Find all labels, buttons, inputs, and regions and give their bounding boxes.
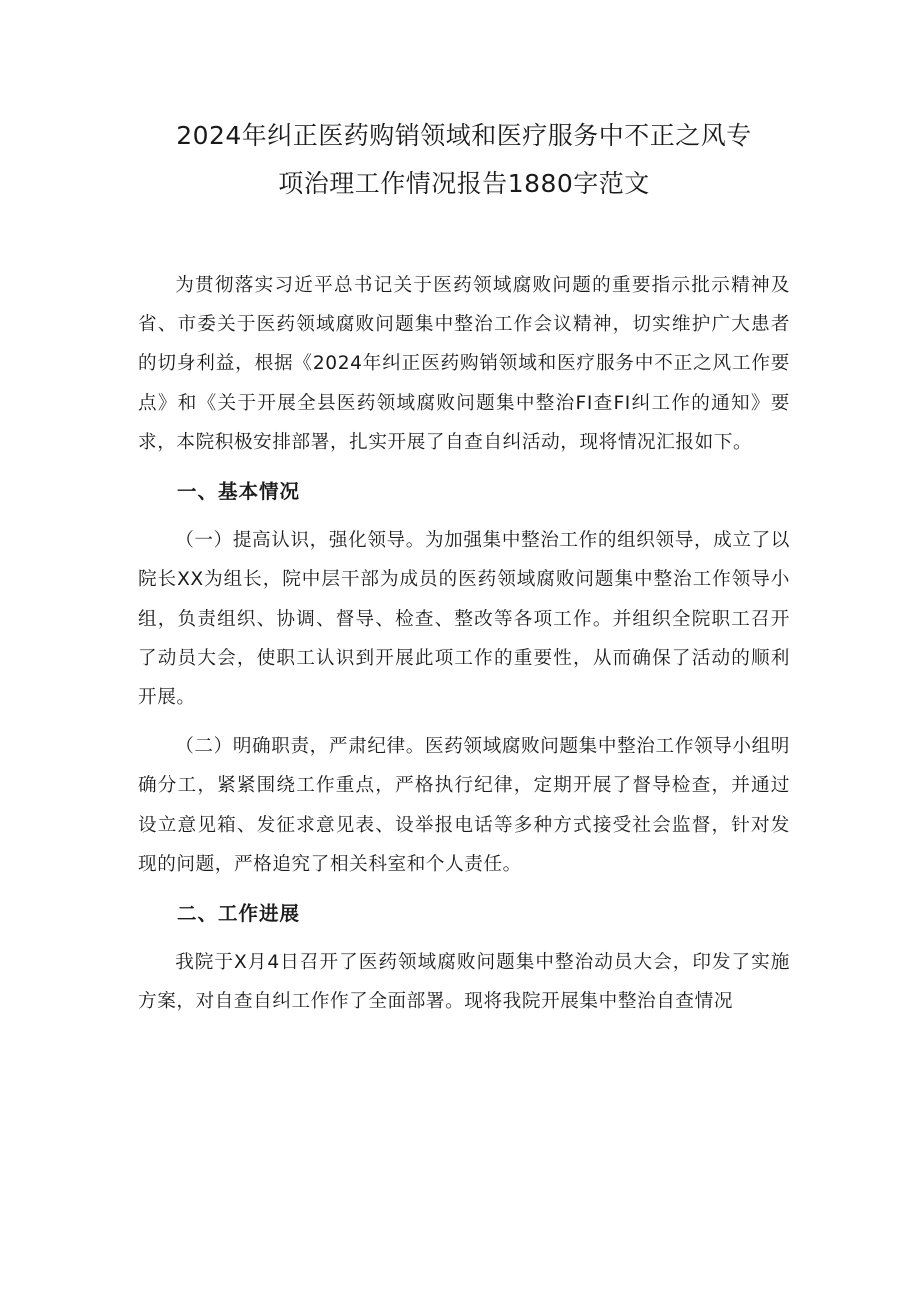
section-heading-work-progress: 二、工作进展: [177, 902, 301, 926]
section1-paragraph-2: （二）明确职责，严肃纪律。医药领域腐败问题集中整治工作领导小组明确分工，紧紧围绕工作重点，严格执行纪律，定期开展了督导检查，并通过设立意见箱、发征求意见表、设举报电话等多种方式接受社会监督，针对发现的问题，严格追究了相关科室和个人责任。: [138, 736, 790, 875]
document-title: [138, 112, 790, 266]
document-title-line-1: 2024年纠正医药购销领域和医疗服务中不正之风专: [176, 121, 752, 150]
intro-paragraph: 为贯彻落实习近平总书记关于医药领域腐败问题的重要指示批示精神及省、市委关于医药领域腐败问题集中整治工作会议精神，切实维护广大患者的切身利益，根据《2024年纠正医药购销领域和医疗服务中不正之风工作要点》和《关于开展全县医药领域腐败问题集中整治FI查FI纠工作的通知》要求，本院积极安排部署，扎实开展了自查自纠活动，现将情况汇报如下。: [138, 275, 790, 453]
section1-paragraph-1: （一）提高认识，强化领导。为加强集中整治工作的组织领导，成立了以院长XX为组长，院中层干部为成员的医药领域腐败问题集中整治工作领导小组，负责组织、协调、督导、检查、整改等各项工作。并组织全院职工召开了动员大会，使职工认识到开展此项工作的重要性，从而确保了活动的顺利开展。: [138, 530, 790, 709]
section-heading-basic-situation: 一、基本情况: [177, 480, 301, 504]
document-title-line-2: 项治理工作情况报告1880字范文: [278, 169, 650, 198]
section2-paragraph-1: 我院于X月4日召开了医药领域腐败问题集中整治动员大会，印发了实施方案，对自查自纠工作作了全面部署。现将我院开展集中整治自查情况: [138, 952, 790, 1013]
